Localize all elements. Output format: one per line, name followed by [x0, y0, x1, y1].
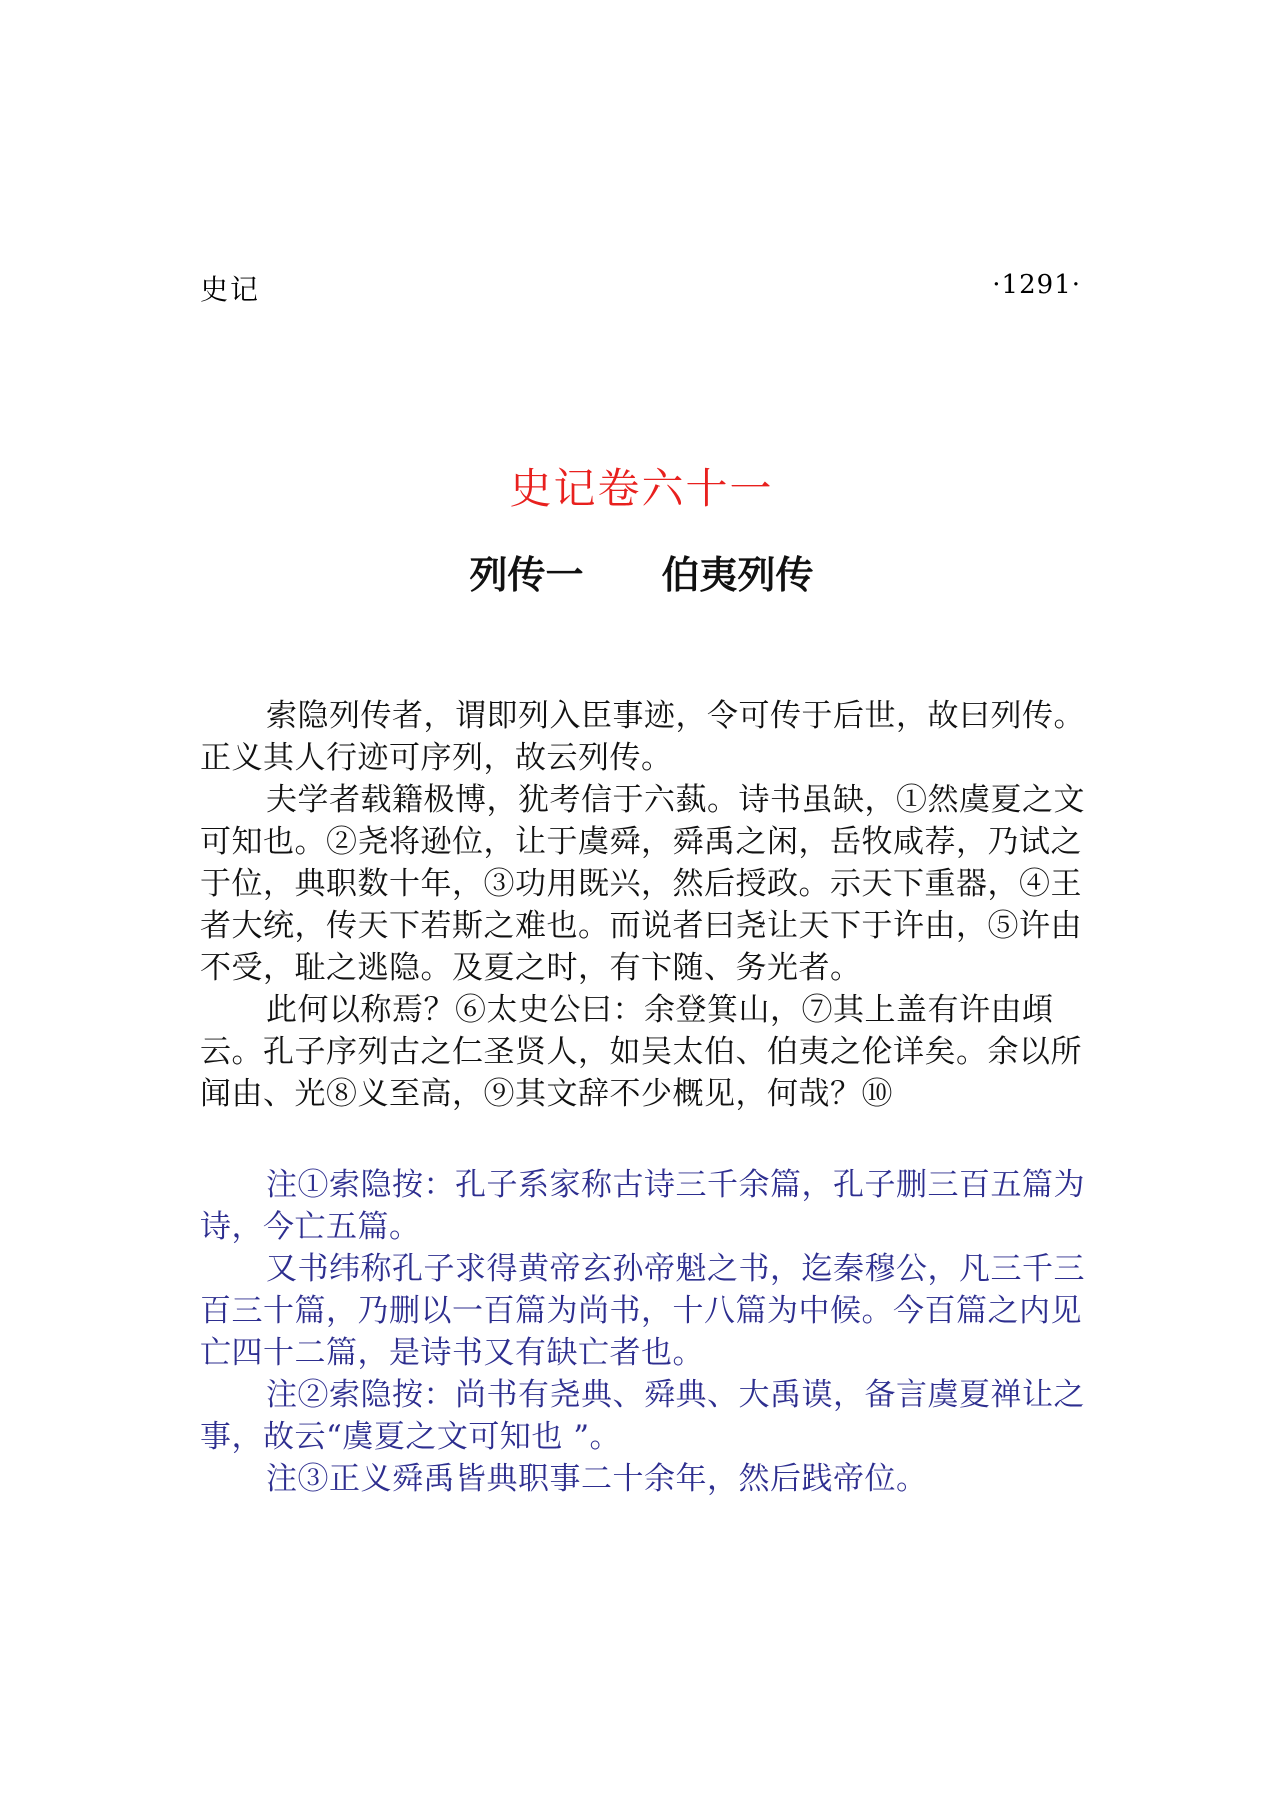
running-header-book-title: 史记	[200, 273, 261, 306]
chapter-name: 伯夷列传	[661, 553, 814, 597]
main-text	[200, 695, 1100, 1115]
note-paragraph: 注③正义舜禹皆典职事二十余年，然后践帝位。	[266, 1461, 928, 1497]
note-paragraph: 又书纬称孔子求得黄帝玄孙帝魁之书，迄秦穆公，凡三千三百三十篇，乃删以一百篇为尚书，十八篇为中候。今百篇之内见亡四十二篇，是诗书又有缺亡者也。	[200, 1251, 1085, 1371]
main-paragraph: 索隐列传者，谓即列入臣事迹，令可传于后世，故曰列传。正义其人行迹可序列，故云列传。	[200, 698, 1085, 776]
note-paragraph: 注②索隐按：尚书有尧典、舜典、大禹谟，备言虞夏禅让之事，故云“虞夏之文可知也 ”。	[200, 1377, 1085, 1455]
main-paragraph: 夫学者载籍极博，犹考信于六蓺。诗书虽缺，①然虞夏之文可知也。②尧将逊位，让于虞舜，舜禹之闲，岳牧咸荐，乃试之于位，典职数十年，③功用既兴，然后授政。示天下重器，④王者大统，传天下若斯之难也。而说者曰尧让天下于许由，⑤许由不受，耻之逃隐。及夏之时，有卞随、务光者。	[200, 782, 1085, 986]
volume-title: 史记卷六十一	[509, 464, 774, 513]
note-paragraph: 注①索隐按：孔子系家称古诗三千余篇，孔子删三百五篇为诗，今亡五篇。	[200, 1167, 1085, 1245]
chapter-part: 列传一	[469, 553, 584, 597]
annotations	[200, 1164, 1100, 1500]
main-paragraph: 此何以称焉？⑥太史公曰：余登箕山，⑦其上盖有许由頉云。孔子序列古之仁圣贤人，如吴太伯、伯夷之伦详矣。余以所闻由、光⑧义至高，⑨其文辞不少概见，何哉？⑩	[200, 992, 1082, 1112]
chapter-title	[0, 544, 1283, 599]
page-number: ·1291·	[992, 270, 1081, 300]
